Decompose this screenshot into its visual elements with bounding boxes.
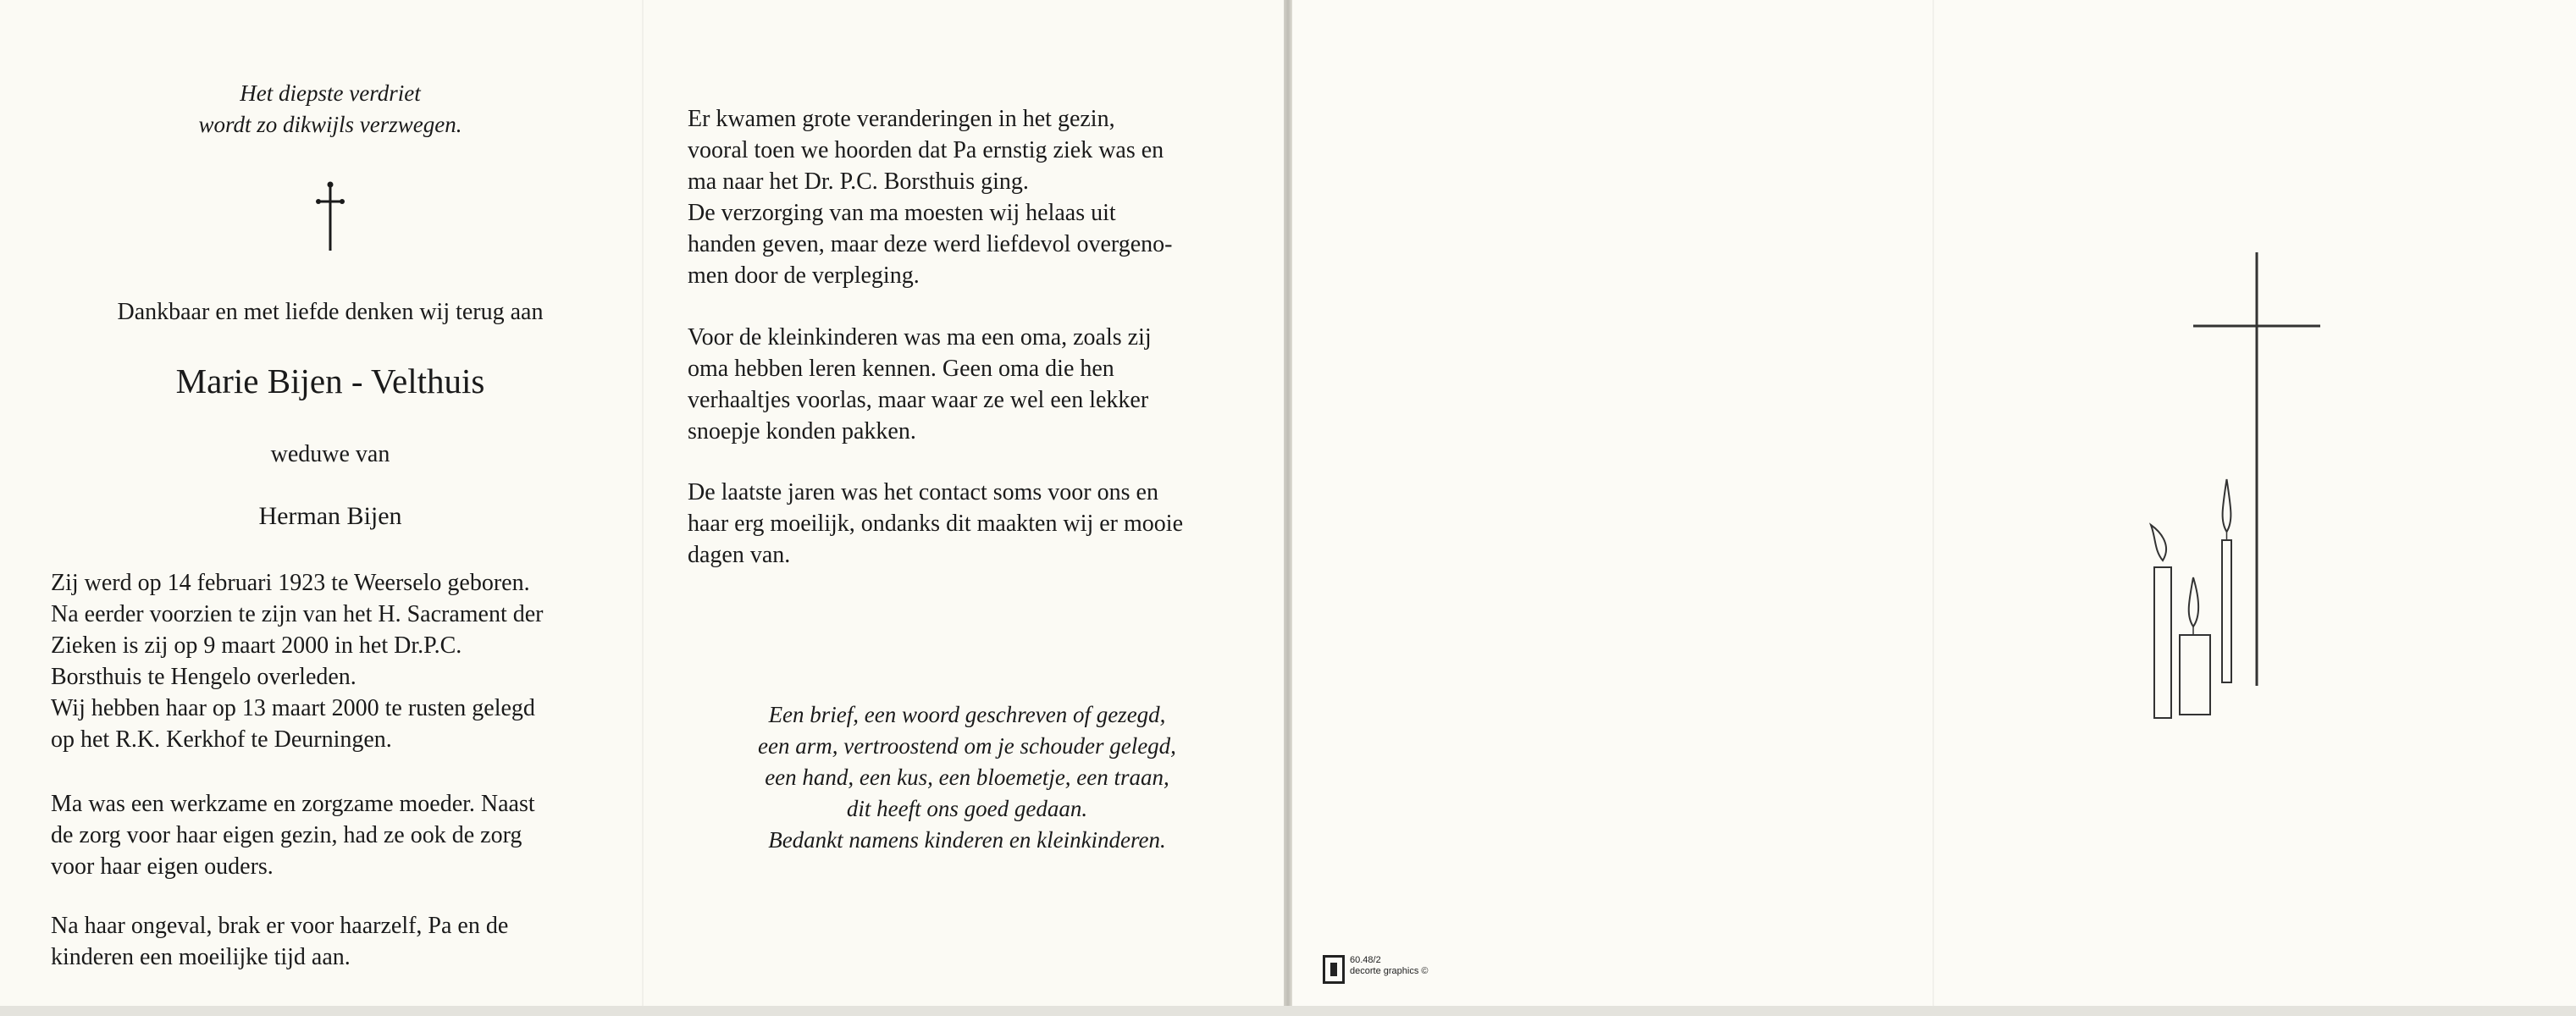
closing-poem	[688, 699, 1247, 856]
text-line: Borsthuis te Hengelo overleden.	[51, 664, 357, 690]
bottom-edge	[0, 1006, 2576, 1016]
motto	[51, 78, 610, 141]
text-line: de zorg voor haar eigen gezin, had ze ook de zorg	[51, 822, 522, 848]
logo-mark-icon	[1323, 955, 1345, 984]
logo-brand: decorte graphics ©	[1350, 966, 1429, 976]
poem-line: Bedankt namens kinderen en kleinkinderen.	[768, 827, 1166, 853]
intro-text: Dankbaar en met liefde denken wij terug aan	[117, 299, 544, 325]
text-line: De laatste jaren was het contact soms voor ons en	[688, 479, 1158, 505]
poem-line: een hand, een kus, een bloemetje, een traan,	[765, 765, 1169, 790]
text-line: snoepje konden pakken.	[688, 418, 916, 444]
text-line: verhaaltjes voorlas, maar waar ze wel een lekker	[688, 387, 1149, 413]
poem-line: een arm, vertroostend om je schouder gelegd,	[758, 733, 1176, 759]
outer-spread	[1292, 0, 2576, 1016]
text-line: dagen van.	[688, 542, 791, 568]
text-line: Na eerder voorzien te zijn van het H. Sacrament der	[51, 601, 544, 627]
text-line: De verzorging van ma moesten wij helaas uit	[688, 200, 1116, 226]
fold-line-outer	[1932, 0, 1934, 1016]
text-line: Na haar ongeval, brak er voor haarzelf, Pa en de	[51, 913, 509, 939]
text-line: Zij werd op 14 februari 1923 te Weerselo geboren.	[51, 570, 530, 596]
text-line: ma naar het Dr. P.C. Borsthuis ging.	[688, 168, 1029, 195]
text-line: men door de verpleging.	[688, 262, 920, 289]
text-line: oma hebben leren kennen. Geen oma die hen	[688, 356, 1114, 382]
paragraph-2	[51, 788, 610, 882]
text-line: Zieken is zij op 9 maart 2000 in het Dr.P.C.	[51, 632, 462, 659]
cross-icon	[307, 179, 354, 251]
paragraph-6	[688, 477, 1247, 571]
text-line: op het R.K. Kerkhof te Deurningen.	[51, 726, 392, 753]
fold-line	[642, 0, 644, 1016]
paragraph-1	[51, 567, 610, 755]
text-line: voor haar eigen ouders.	[51, 853, 274, 880]
text-line: Wij hebben haar op 13 maart 2000 te rusten gelegd	[51, 695, 535, 721]
text-line: haar erg moeilijk, ondanks dit maakten wij er mooie	[688, 511, 1183, 537]
paragraph-4	[688, 103, 1247, 291]
text-line: handen geven, maar deze werd liefdevol overgeno-	[688, 231, 1173, 257]
poem-line: Een brief, een woord geschreven of gezegd,	[768, 702, 1166, 727]
text-line: vooral toen we hoorden dat Pa ernstig ziek was en	[688, 137, 1164, 163]
logo-code: 60.48/2	[1350, 955, 1381, 965]
publisher-logo	[1323, 955, 1492, 986]
sheet-gap	[1284, 0, 1292, 1016]
text-line: Er kwamen grote veranderingen in het gezin,	[688, 106, 1115, 132]
text-line: Ma was een werkzame en zorgzame moeder. Naast	[51, 791, 535, 817]
widow-of: weduwe van	[270, 441, 390, 467]
text-line: kinderen een moeilijke tijd aan.	[51, 944, 351, 970]
motto-line: Het diepste verdriet	[240, 80, 421, 106]
logo-text	[1350, 955, 1429, 977]
motto-line: wordt zo dikwijls verzwegen.	[198, 112, 462, 137]
spouse-name: Herman Bijen	[258, 502, 402, 530]
deceased-name: Marie Bijen - Velthuis	[175, 362, 485, 400]
cross-and-candles-icon	[2142, 246, 2329, 720]
poem-line: dit heeft ons goed gedaan.	[846, 796, 1088, 821]
paragraph-3	[51, 910, 610, 973]
text-line: Voor de kleinkinderen was ma een oma, zoals zij	[688, 324, 1152, 351]
paragraph-5	[688, 322, 1247, 447]
